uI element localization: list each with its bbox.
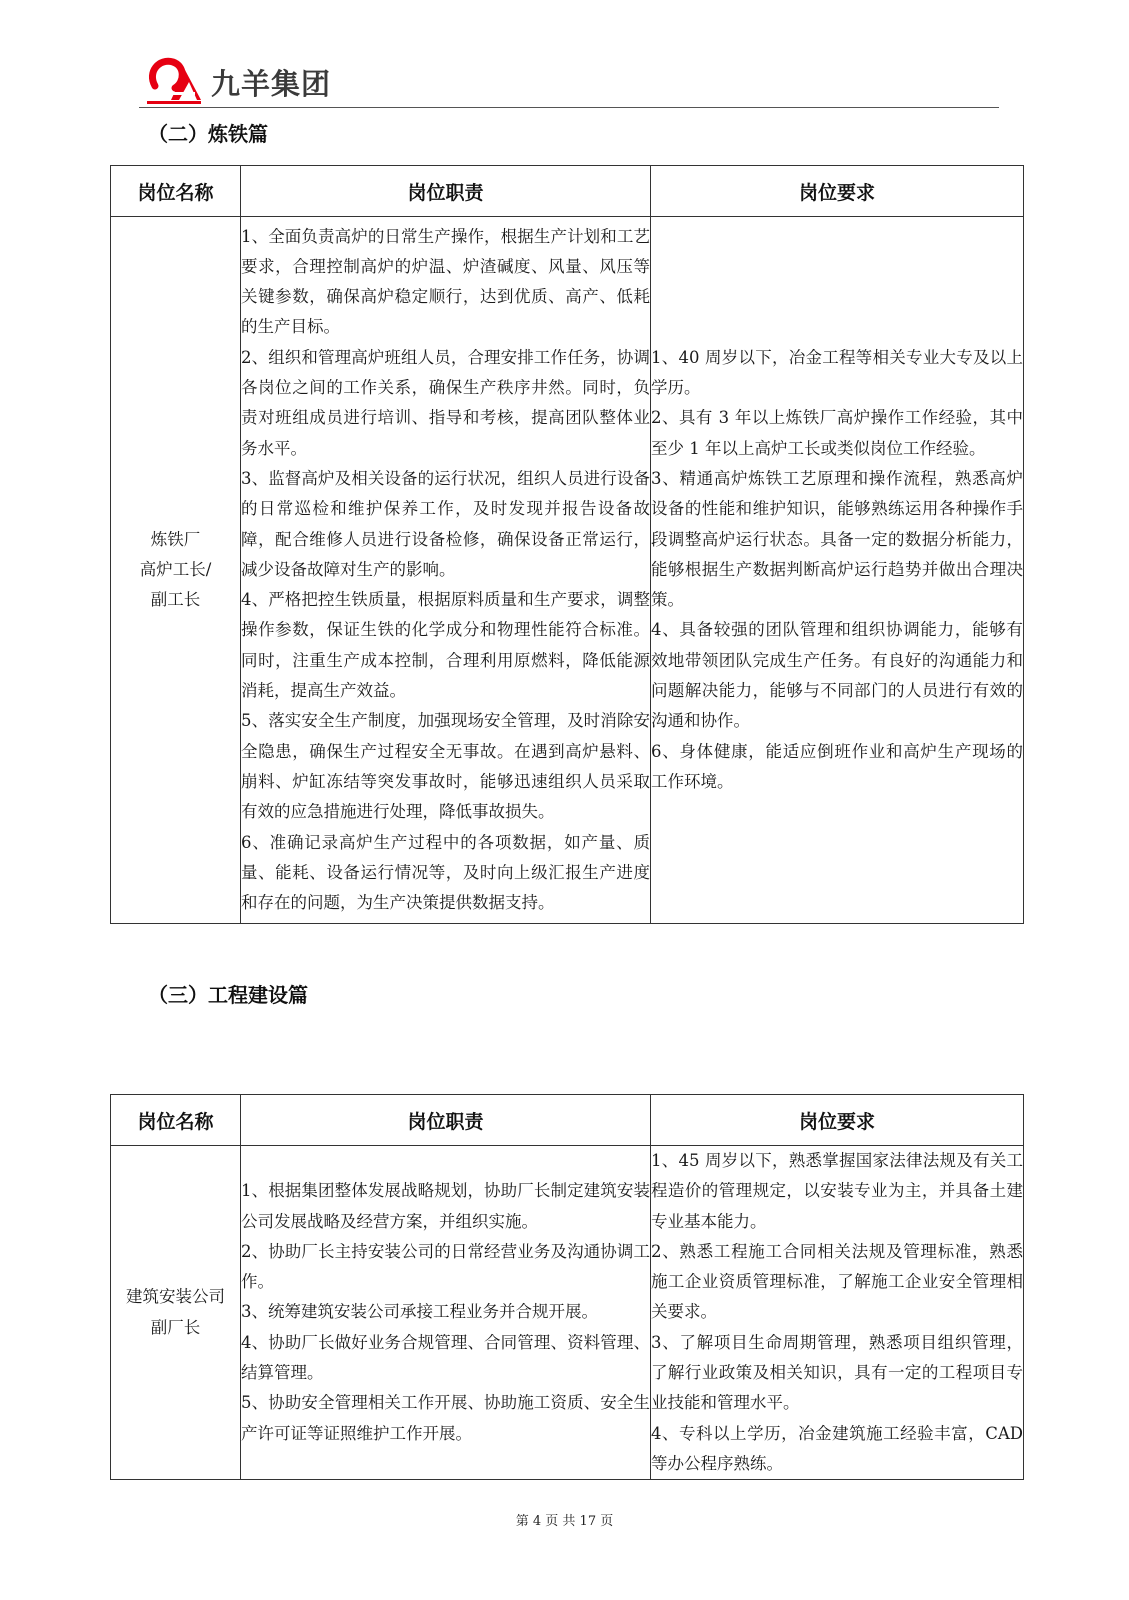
table-row (111, 1146, 1024, 1480)
requirement-item: 4、具备较强的团队管理和组织协调能力，能够有效地带领团队完成生产任务。有良好的沟通能力和问题解决能力，能够与不同部门的人员进行有效的沟通和协作。 (651, 620, 1023, 731)
column-header-duties: 岗位职责 (241, 166, 651, 217)
page-header (139, 52, 999, 108)
duty-item: 4、协助厂长做好业务合规管理、合同管理、资料管理、结算管理。 (241, 1332, 650, 1383)
column-header-position: 岗位名称 (111, 166, 241, 217)
column-header-duties: 岗位职责 (241, 1095, 651, 1146)
column-header-requirements: 岗位要求 (651, 1095, 1024, 1146)
duty-item: 5、协助安全管理相关工作开展、协助施工资质、安全生产许可证等证照维护工作开展。 (241, 1393, 650, 1443)
position-name-line: 高炉工长/ (139, 559, 212, 579)
duty-item: 2、组织和管理高炉班组人员，合理安排工作任务，协调各岗位之间的工作关系，确保生产秩序井然。同时，负责对班组成员进行培训、指导和考核，提高团队整体业务水平。 (241, 347, 650, 458)
page-number-footer: 第 4 页 共 17 页 (515, 1514, 614, 1529)
ironmaking-job-table (110, 165, 1024, 924)
section-title-ironmaking: （二）炼铁篇 (148, 122, 268, 146)
requirement-item: 2、熟悉工程施工合同相关法规及管理标准，熟悉施工企业资质管理标准，了解施工企业安全管理相关要求。 (651, 1241, 1023, 1322)
duty-item: 3、监督高炉及相关设备的运行状况，组织人员进行设备的日常巡检和维护保养工作，及时发现并报告设备故障，配合维修人员进行设备检修，确保设备正常运行，减少设备故障对生产的影响。 (241, 468, 650, 579)
requirement-item: 3、了解项目生命周期管理，熟悉项目组织管理，了解行业政策及相关知识，具有一定的工程项目专业技能和管理水平。 (651, 1332, 1023, 1413)
position-name-line: 副厂长 (150, 1317, 201, 1337)
requirements-cell (651, 217, 1024, 924)
position-name-line: 副工长 (150, 590, 201, 610)
duty-item: 6、准确记录高炉生产过程中的各项数据，如产量、质量、能耗、设备运行情况等，及时向上级汇报生产进度和存在的问题，为生产决策提供数据支持。 (241, 832, 650, 913)
requirement-item: 4、专科以上学历，冶金建筑施工经验丰富，CAD 等办公程序熟练。 (651, 1423, 1023, 1473)
table-row (111, 217, 1024, 924)
duty-item: 1、根据集团整体发展战略规划，协助厂长制定建筑安装公司发展战略及经营方案，并组织实施。 (241, 1181, 650, 1231)
duty-item: 1、全面负责高炉的日常生产操作，根据生产计划和工艺要求，合理控制高炉的炉温、炉渣碱度、风量、风压等关键参数，确保高炉稳定顺行，达到优质、高产、低耗的生产目标。 (241, 226, 650, 337)
position-name-cell (111, 1146, 241, 1480)
requirement-item: 1、40 周岁以下，冶金工程等相关专业大专及以上学历。 (651, 347, 1023, 398)
duty-item: 3、统筹建筑安装公司承接工程业务并合规开展。 (241, 1302, 598, 1322)
table-header-row (111, 1095, 1024, 1146)
requirement-item: 3、精通高炉炼铁工艺原理和操作流程，熟悉高炉设备的性能和维护知识，能够熟练运用各种操作手段调整高炉运行状态。具备一定的数据分析能力，能够根据生产数据判断高炉运行趋势并做出合理决策。 (651, 468, 1023, 610)
duties-cell (241, 1146, 651, 1480)
column-header-requirements: 岗位要求 (651, 166, 1024, 217)
requirement-item: 6、身体健康，能适应倒班作业和高炉生产现场的工作环境。 (651, 741, 1023, 791)
section-title-construction: （三）工程建设篇 (148, 983, 308, 1007)
requirement-item: 2、具有 3 年以上炼铁厂高炉操作工作经验，其中至少 1 年以上高炉工长或类似岗位工作经验。 (651, 408, 1023, 458)
duty-item: 2、协助厂长主持安装公司的日常经营业务及沟通协调工作。 (241, 1241, 650, 1292)
duties-cell (241, 217, 651, 924)
duty-item: 5、落实安全生产制度，加强现场安全管理，及时消除安全隐患，确保生产过程安全无事故。在遇到高炉悬料、崩料、炉缸冻结等突发事故时，能够迅速组织人员采取有效的应急措施进行处理，降低事故损失。 (241, 711, 650, 822)
company-name: 九羊集团 (211, 67, 332, 101)
duty-item: 4、严格把控生铁质量，根据原料质量和生产要求，调整操作参数，保证生铁的化学成分和物理性能符合标准。同时，注重生产成本控制，合理利用原燃料，降低能源消耗，提高生产效益。 (241, 590, 650, 701)
table-header-row (111, 166, 1024, 217)
jiuyang-logo-icon (145, 56, 203, 106)
requirement-item: 1、45 周岁以下，熟悉掌握国家法律法规及有关工程造价的管理规定，以安装专业为主，并具备土建专业基本能力。 (651, 1151, 1023, 1231)
header-divider (139, 107, 999, 108)
position-name-line: 建筑安装公司 (126, 1287, 225, 1307)
construction-job-table (110, 1094, 1024, 1480)
column-header-position: 岗位名称 (111, 1095, 241, 1146)
position-name-cell (111, 217, 241, 924)
requirements-cell (651, 1146, 1024, 1480)
position-name-line: 炼铁厂 (150, 529, 201, 549)
